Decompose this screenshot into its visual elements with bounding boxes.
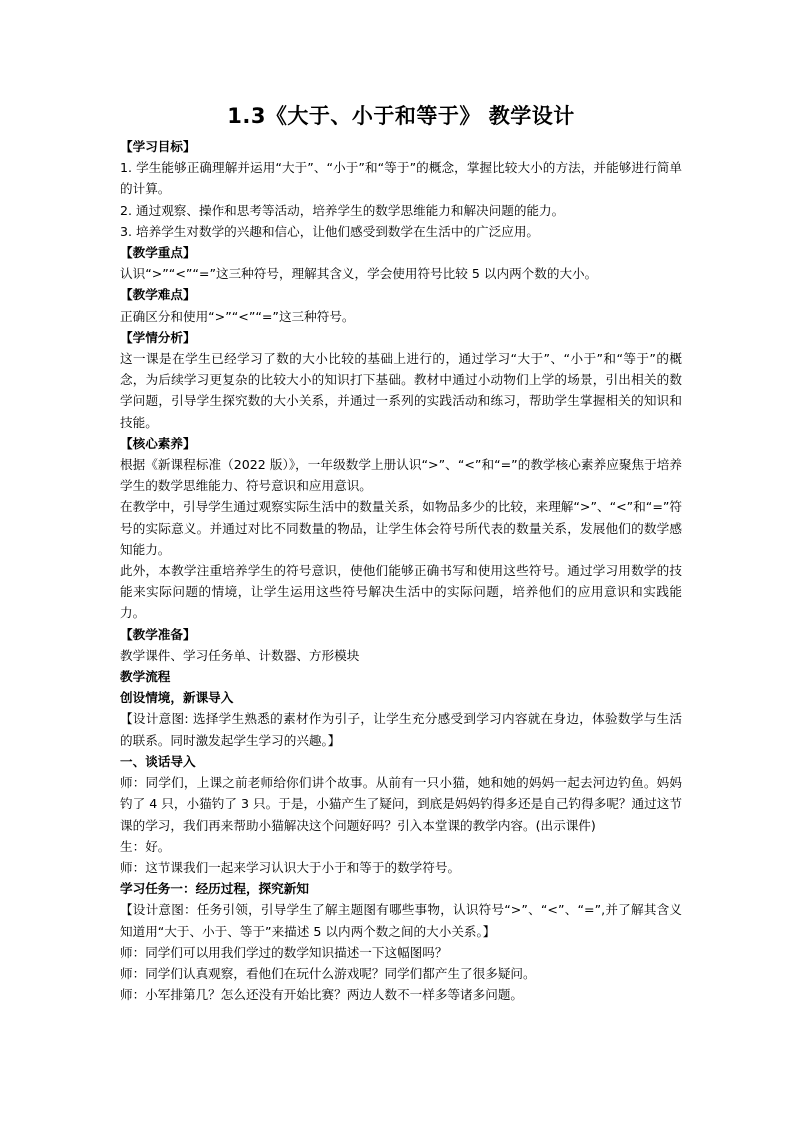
section-heading: 教学流程 bbox=[120, 669, 171, 685]
paragraph: 生：好。 bbox=[120, 838, 171, 854]
section-heading: 【教学重点】 bbox=[120, 245, 196, 261]
paragraph: 【设计意图: 选择学生熟悉的素材作为引子，让学生充分感受到学习内容就在身边，体验数学与生活的联系。同时激发起学生学习的兴趣。】 bbox=[120, 711, 682, 748]
paragraph: 这一课是在学生已经学习了数的大小比较的基础上进行的，通过学习“大于”、“小于”和“等于”的概念，为后续学习更复杂的比较大小的知识打下基础。教材中通过小动物们上学的场景，引出相关的数学问题，引导学生探究数的大小关系，并通过一系列的实践活动和练习，帮助学生掌握相关的知识和技能。 bbox=[120, 351, 682, 430]
paragraph: 师：小军排第几？怎么还没有开始比赛？两边人数不一样多等诸多问题。 bbox=[120, 987, 523, 1003]
section-heading: 【学情分析】 bbox=[120, 329, 196, 345]
section-heading: 创设情境，新课导入 bbox=[120, 690, 234, 706]
paragraph: 2. 通过观察、操作和思考等活动，培养学生的数学思维能力和解决问题的能力。 bbox=[120, 202, 565, 218]
section-heading: 【教学难点】 bbox=[120, 287, 196, 303]
paragraph: 师：同学们，上课之前老师给你们讲个故事。从前有一只小猫，她和她的妈妈一起去河边钓鱼。妈妈钓了 4 只，小猫钓了 3 只。于是，小猫产生了疑问，到底是妈妈钓得多还是自己钓得多呢？通过这节课的学习，我们再来帮助小猫解决这个问题好吗？引入本堂课的教学内容。(出示课件) bbox=[120, 775, 682, 833]
paragraph: 根据《新课程标准（2022 版）》，一年级数学上册认识“>”、“<”和“=”的教学核心素养应聚焦于培养学生的数学思维能力、符号意识和应用意识。 bbox=[120, 457, 682, 494]
section-heading: 学习任务一：经历过程，探究新知 bbox=[120, 881, 309, 897]
paragraph: 师：同学们可以用我们学过的数学知识描述一下这幅图吗？ bbox=[120, 944, 448, 960]
document-body bbox=[120, 136, 682, 1005]
paragraph: 师：这节课我们一起来学习认识大于小于和等于的数学符号。 bbox=[120, 859, 461, 875]
paragraph: 认识“>”“<”“=”这三种符号，理解其含义，学会使用符号比较 5 以内两个数的大小。 bbox=[120, 266, 598, 282]
paragraph: 【设计意图：任务引领，引导学生了解主题图有哪些事物，认识符号“>”、“<”、“=”,并了解其含义知道用“大于、小于、等于”来描述 5 以内两个数之间的大小关系。】 bbox=[120, 902, 682, 939]
section-heading: 一、谈话导入 bbox=[120, 753, 196, 769]
page-title: 1.3《大于、小于和等于》 教学设计 bbox=[227, 104, 575, 128]
paragraph: 1. 学生能够正确理解并运用“大于”、“小于”和“等于”的概念，掌握比较大小的方法，并能够进行简单的计算。 bbox=[120, 160, 682, 197]
section-heading: 【教学准备】 bbox=[120, 626, 196, 642]
paragraph: 此外，本教学注重培养学生的符号意识，使他们能够正确书写和使用这些符号。通过学习用数学的技能来实际问题的情境，让学生运用这些符号解决生活中的实际问题，培养他们的应用意识和实践能力。 bbox=[120, 563, 682, 621]
document-page bbox=[120, 100, 682, 1005]
paragraph: 师：同学们认真观察，看他们在玩什么游戏呢？同学们都产生了很多疑问。 bbox=[120, 965, 536, 981]
paragraph: 正确区分和使用“>”“<”“=”这三种符号。 bbox=[120, 308, 355, 324]
section-heading: 【核心素养】 bbox=[120, 435, 196, 451]
paragraph: 在教学中，引导学生通过观察实际生活中的数量关系，如物品多少的比较，来理解“>”、“<”和“=”符号的实际意义。并通过对比不同数量的物品，让学生体会符号所代表的数量关系，发展他们的数学感知能力。 bbox=[120, 499, 682, 557]
section-heading: 【学习目标】 bbox=[120, 139, 196, 154]
paragraph: 3. 培养学生对数学的兴趣和信心，让他们感受到数学在生活中的广泛应用。 bbox=[120, 223, 540, 239]
paragraph: 教学课件、学习任务单、计数器、方形模块 bbox=[120, 647, 360, 663]
